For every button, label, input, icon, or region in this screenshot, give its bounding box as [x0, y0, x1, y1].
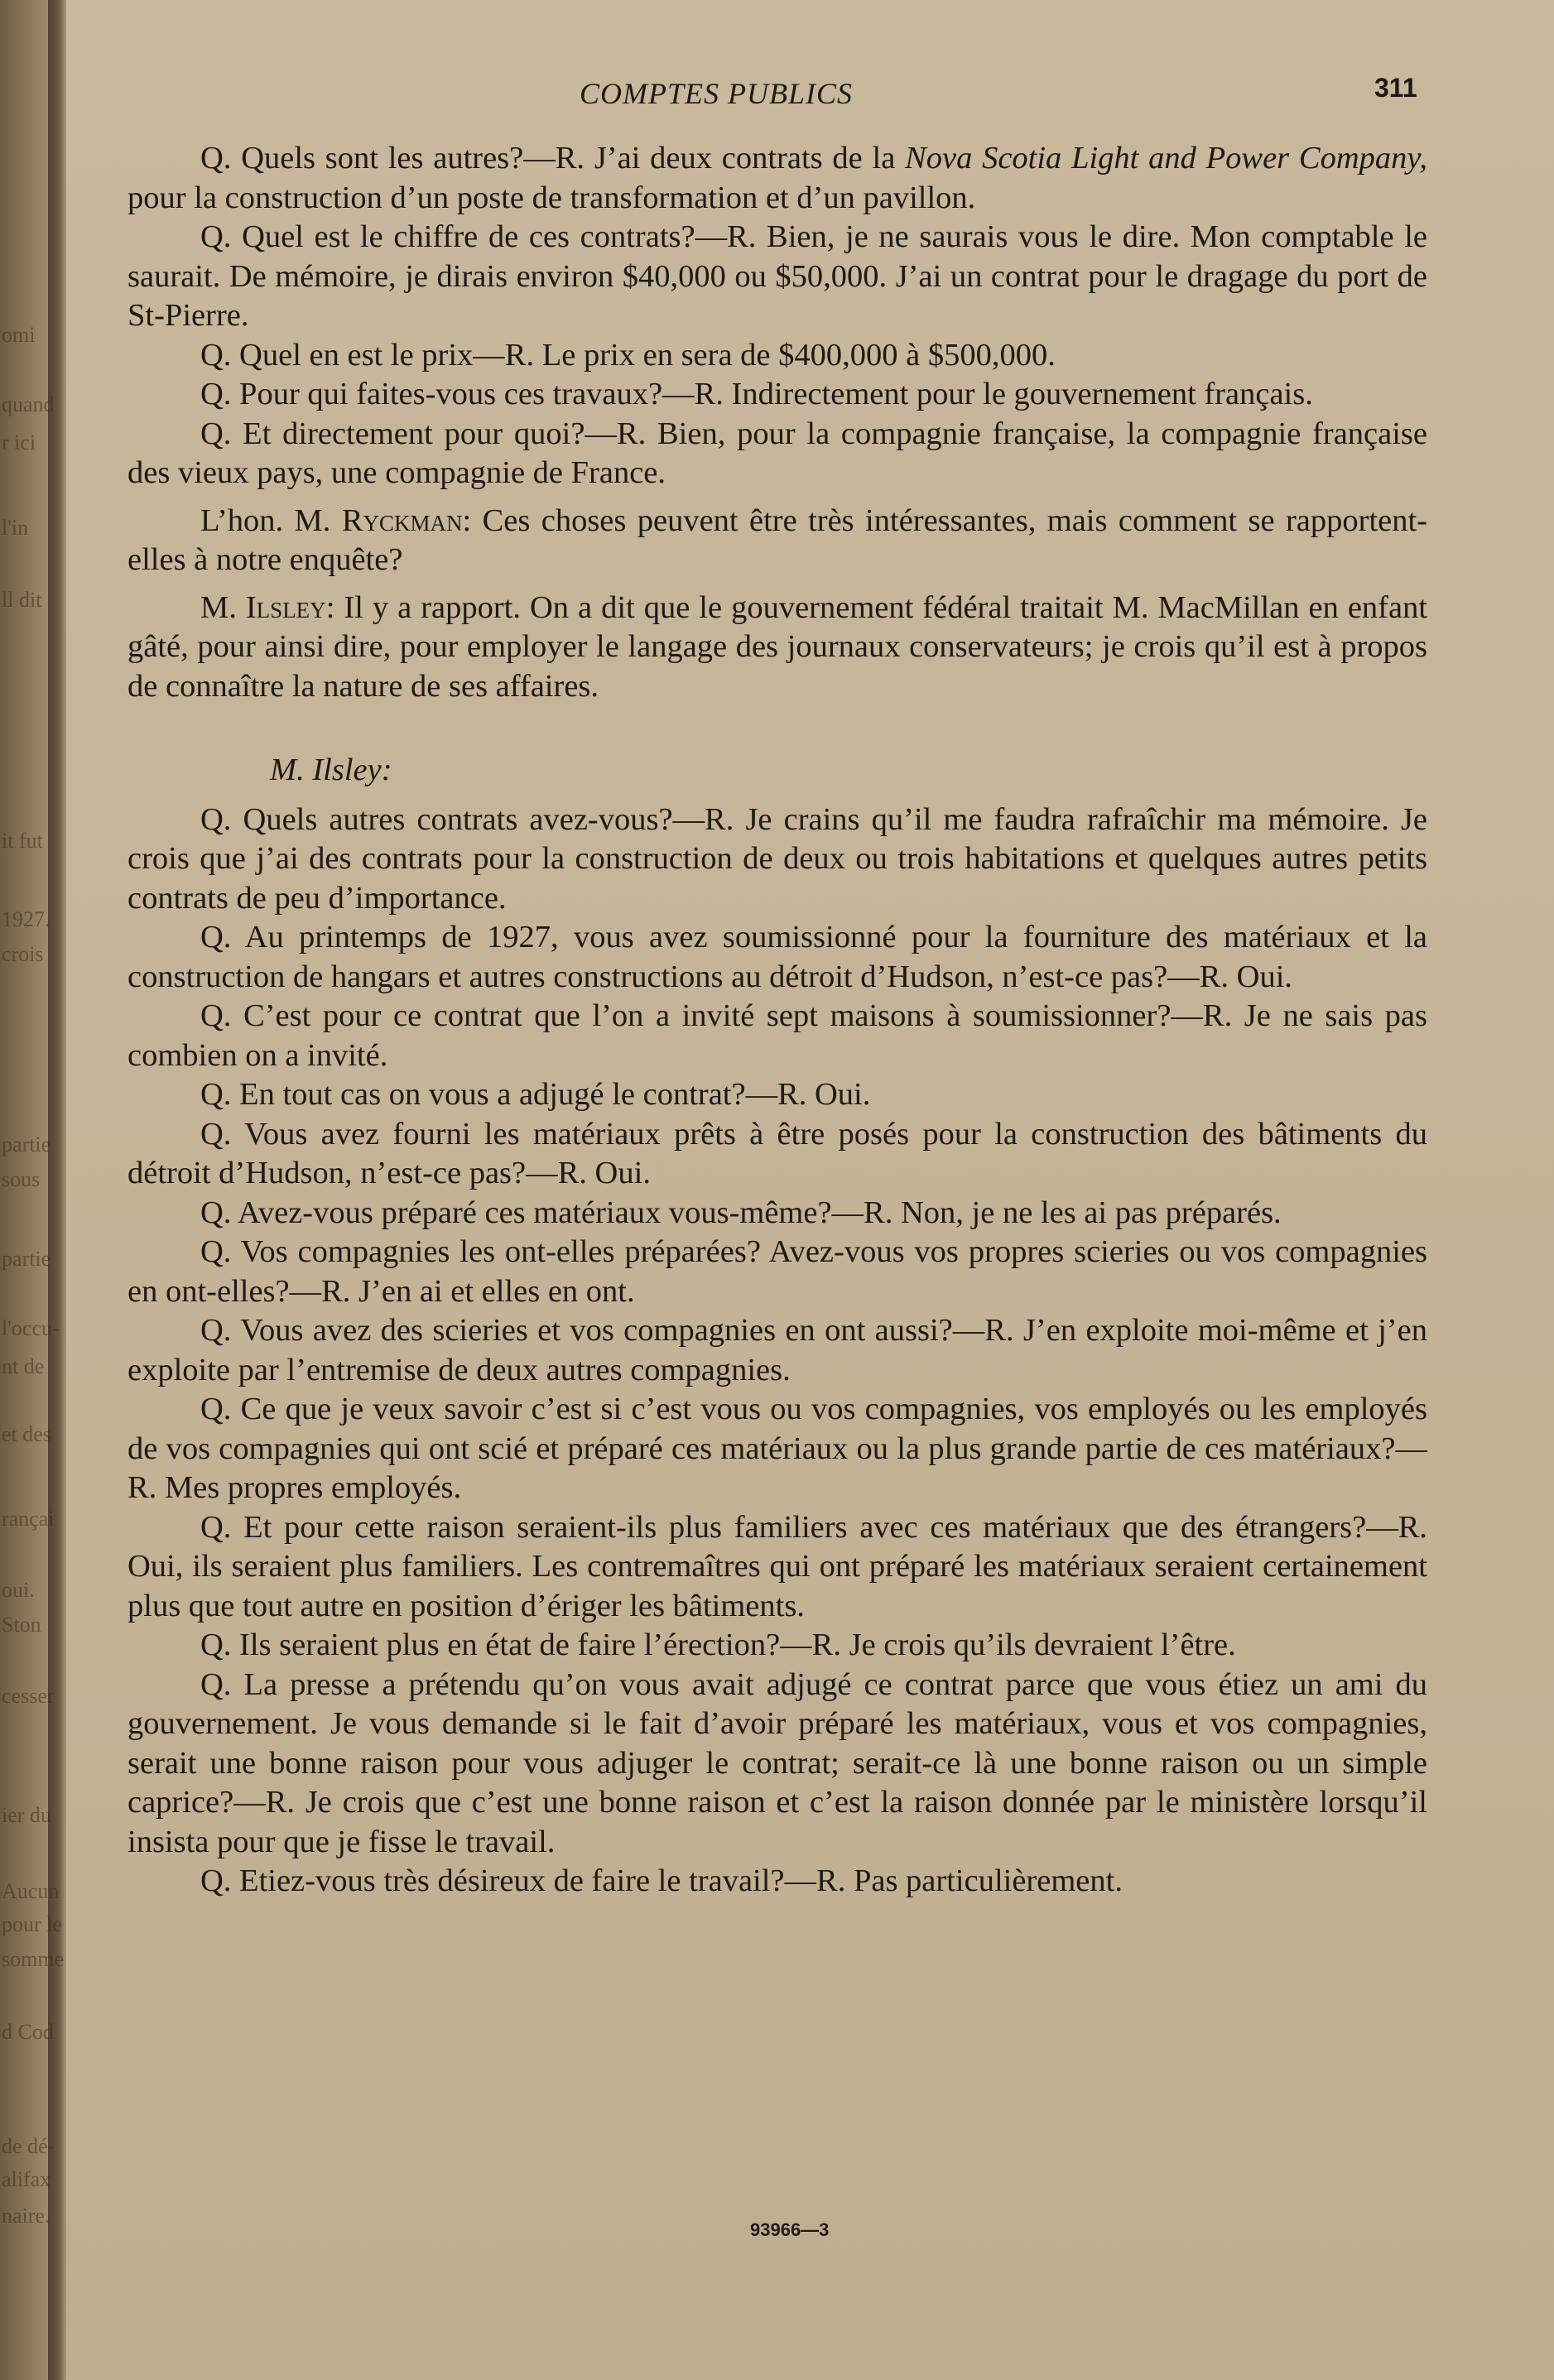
- speaker-paragraph: [127, 502, 1427, 580]
- paragraph: Q. Quels autres contrats avez-vous?—R. Je crains qu’il me faudra rafraîchir ma mémoire. Je crois que j’ai des contrats pour la construction de deux ou trois habitations et quelques autres petits contrats de peu d’importance.: [127, 801, 1427, 916]
- margin-fragment: et des: [2, 1422, 51, 1446]
- margin-fragment: d Cod: [2, 2020, 54, 2044]
- speaker-prefix: M.: [200, 589, 246, 625]
- margin-fragment: ll dit: [2, 588, 42, 612]
- paragraph: Q. Vous avez fourni les matériaux prêts à être posés pour la construction des bâtiments du détroit d’Hudson, n’est-ce pas?—R. Oui.: [127, 1116, 1427, 1190]
- margin-fragment: 1927.: [2, 907, 51, 931]
- paragraph: Q. Et directement pour quoi?—R. Bien, pour la compagnie française, la compagnie française des vieux pays, une compagnie de France.: [127, 416, 1427, 490]
- margin-fragment: pour le: [2, 1912, 62, 1936]
- margin-fragment: cesser: [2, 1684, 55, 1708]
- speaker-prefix: L’hon. M.: [200, 502, 342, 538]
- paragraph: Q. Avez-vous préparé ces matériaux vous-même?—R. Non, je ne les ai pas préparés.: [200, 1195, 1282, 1230]
- margin-fragment: alifax: [2, 2167, 51, 2191]
- margin-fragment: somme: [2, 1947, 65, 1971]
- paragraph: Q. Vous avez des scieries et vos compagnies en ont aussi?—R. J’en exploite moi-même et j’en exploite par l’entremise de deux autres compagnies.: [127, 1313, 1427, 1387]
- margin-fragment: quand: [2, 392, 55, 416]
- paragraph: [127, 139, 1427, 218]
- paragraph: Q. Au printemps de 1927, vous avez soumissionné pour la fourniture des matériaux et la construction de hangars et autres constructions au détroit d’Hudson, n’est-ce pas?—R. Oui.: [127, 920, 1427, 994]
- margin-fragment: r ici: [2, 430, 36, 454]
- margin-fragment: sous: [2, 1167, 41, 1191]
- paragraph-text: : Il y a rapport. On a dit que le gouvernement fédéral traitait M. MacMillan en enfant gâté, pour ainsi dire, pour employer le langage des journaux conservateurs; je crois qu’il est à propos de connaître la nature de ses affaires.: [127, 589, 1428, 704]
- document-body: [127, 139, 1427, 1902]
- paragraph-text: pour la construction d’un poste de transformation et d’un pavillon.: [127, 180, 976, 215]
- paragraph: Q. Quel est le chiffre de ces contrats?—R. Bien, je ne saurais vous le dire. Mon comptable le saurait. De mémoire, je dirais environ $40,000 ou $50,000. J’ai un contrat pour le dragage du port de St-Pierre.: [127, 219, 1427, 333]
- paragraph: Q. Etiez-vous très désireux de faire le travail?—R. Pas particulièrement.: [200, 1863, 1123, 1898]
- paragraph: Q. Et pour cette raison seraient-ils plus familiers avec ces matériaux que des étrangers?—R. Oui, ils seraient plus familiers. Les contremaîtres qui ont préparé les matériaux seraient certainement plus que tout autre en position d’ériger les bâtiments.: [127, 1509, 1427, 1623]
- margin-fragment: crois: [2, 942, 44, 966]
- paragraph: Q. La presse a prétendu qu’on vous avait adjugé ce contrat parce que vous étiez un ami du gouvernement. Je vous demande si le fait d’avoir préparé les matériaux, vous et vos compagnies, serait une bonne raison pour vous adjuger le contrat; serait-ce là une bonne raison ou un simple caprice?—R. Je crois que c’est une bonne raison et c’est la raison donnée par le ministère lorsqu’il insista pour que je fisse le travail.: [127, 1666, 1427, 1859]
- paragraph: Q. Vos compagnies les ont-elles préparées? Avez-vous vos propres scieries ou vos compagnies en ont-elles?—R. J’en ai et elles en ont.: [127, 1234, 1427, 1309]
- margin-fragment: it fut: [2, 829, 43, 853]
- paragraph: Q. Pour qui faites-vous ces travaux?—R. Indirectement pour le gouvernement français.: [200, 377, 1313, 411]
- running-header: COMPTES PUBLICS: [580, 77, 853, 110]
- margin-fragment: l'in: [2, 516, 29, 540]
- margin-fragment: Ston: [2, 1613, 41, 1637]
- paragraph-text: Q. Quels sont les autres?—R. J’ai deux contrats de la: [200, 141, 906, 175]
- margin-fragment: rançai: [2, 1507, 55, 1531]
- speaker-name: Ryckman: [341, 502, 463, 538]
- paragraph-text: : Ces choses peuvent être très intéressantes, mais comment se rapportent-elles à notre enquête?: [127, 502, 1427, 577]
- speaker-paragraph: [127, 589, 1427, 707]
- print-signature: 93966—3: [750, 2219, 830, 2240]
- margin-fragment: ier du: [2, 1803, 51, 1827]
- margin-fragment: de dé-: [2, 2134, 55, 2158]
- margin-fragment: omi: [2, 323, 36, 347]
- margin-fragment: Aucun: [2, 1879, 60, 1903]
- paragraph: Q. C’est pour ce contrat que l’on a invité sept maisons à soumissionner?—R. Je ne sais pas combien on a invité.: [127, 998, 1427, 1073]
- margin-fragment: partie: [2, 1247, 51, 1271]
- paragraph: Q. Ils seraient plus en état de faire l’érection?—R. Je crois qu’ils devraient l’être.: [200, 1628, 1236, 1662]
- paragraph: Q. Ce que je veux savoir c’est si c’est vous ou vos compagnies, vos employés ou les employés de vos compagnies qui ont scié et préparé ces matériaux ou la plus grande partie de ces matériaux?—R. Mes propres employés.: [127, 1392, 1427, 1505]
- margin-fragment: naire.: [2, 2204, 51, 2228]
- speaker-name: Ilsley: [245, 589, 326, 625]
- margin-fragment: l'occu-: [2, 1316, 60, 1340]
- company-name: Nova Scotia Light and Power Company,: [905, 141, 1427, 175]
- page-number: 311: [1374, 73, 1417, 103]
- margin-fragment: partie: [2, 1132, 51, 1156]
- paragraph: Q. En tout cas on vous a adjugé le contrat?—R. Oui.: [200, 1077, 871, 1112]
- margin-fragment: nt de: [2, 1354, 45, 1378]
- paragraph: Q. Quel en est le prix—R. Le prix en sera de $400,000 à $500,000.: [200, 337, 1056, 373]
- margin-fragment: oui.: [2, 1578, 35, 1602]
- section-heading: M. Ilsley:: [270, 752, 392, 787]
